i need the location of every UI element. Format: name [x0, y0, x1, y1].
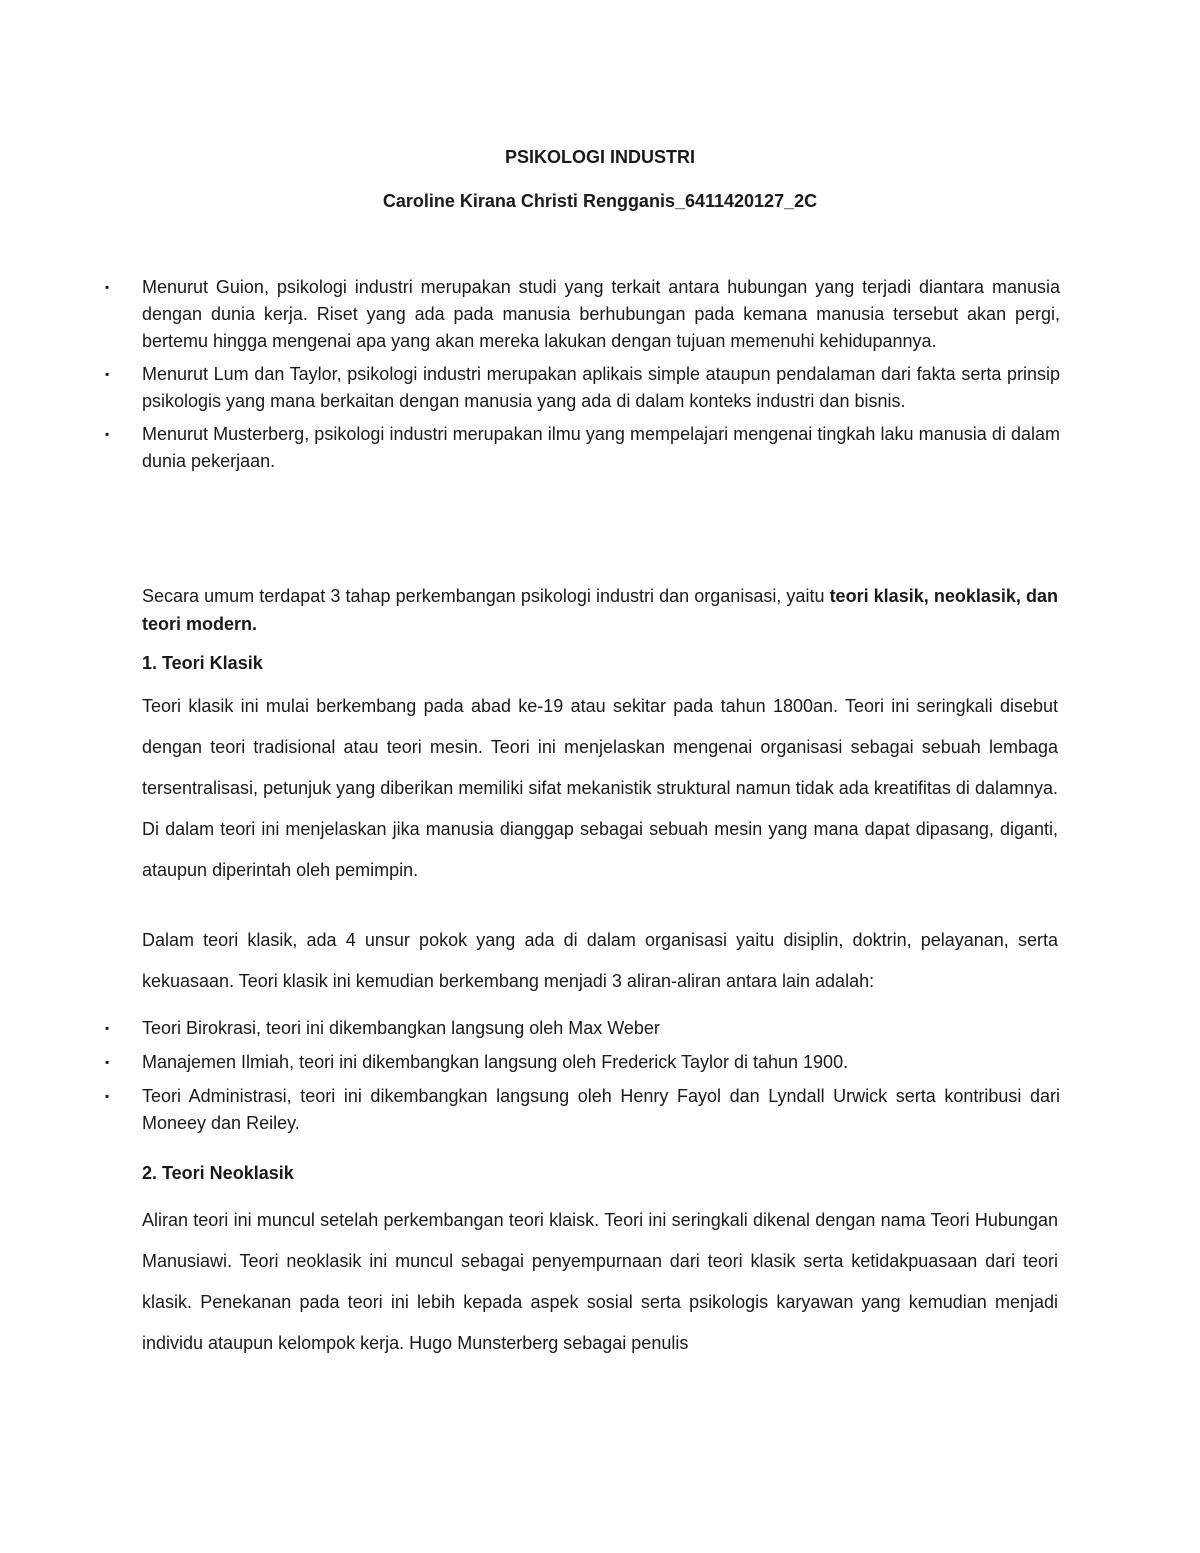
document-title: PSIKOLOGI INDUSTRI: [504, 147, 695, 167]
intro-text: Secara umum terdapat 3 tahap perkembangan psikologi industri dan organisasi, yaitu: [142, 586, 830, 606]
list-item: [100, 361, 1060, 415]
square-bullet-icon: ▪: [105, 280, 110, 294]
square-bullet-icon: ▪: [105, 1055, 110, 1069]
square-bullet-icon: ▪: [105, 1089, 110, 1103]
square-bullet-icon: ▪: [105, 1021, 110, 1035]
stream-text: Teori Administrasi, teori ini dikembangkan langsung oleh Henry Fayol dan Lyndall Urwick serta kontribusi dari Moneey dan Reiley.: [142, 1086, 1060, 1133]
unsur-pokok-paragraph: Dalam teori klasik, ada 4 unsur pokok yang ada di dalam organisasi yaitu disiplin, doktrin, pelayanan, serta kekuasaan. Teori klasik ini kemudian berkembang menjadi 3 aliran-aliran antara lain adalah:: [142, 930, 1058, 991]
author-line: Caroline Kirana Christi Rengganis_6411420127_2C: [382, 191, 818, 211]
stream-text: Manajemen Ilmiah, teori ini dikembangkan langsung oleh Frederick Taylor di tahun 1900.: [142, 1052, 849, 1072]
section-heading-teori-neoklasik: 2. Teori Neoklasik: [142, 1163, 294, 1183]
intro-bold-text: teori klasik, neoklasik, dan teori modern.: [142, 586, 1058, 634]
teori-neoklasik-paragraph: Aliran teori ini muncul setelah perkembangan teori klaisk. Teori ini seringkali dikenal dengan nama Teori Hubungan Manusiawi. Teori neoklasik ini muncul sebagai penyempurnaan dari teori klasik serta ketidakpuasaan dari teori klasik. Penekanan pada teori ini lebih kepada aspek sosial serta psikologis karyawan yang kemudian menjadi individu ataupun kelompok kerja. Hugo Munsterberg sebagai penulis: [142, 1210, 1058, 1353]
list-item: [100, 274, 1060, 355]
list-item: [100, 1049, 1060, 1076]
streams-list: [100, 1015, 1060, 1144]
definition-text: Menurut Guion, psikologi industri merupakan studi yang terkait antara hubungan yang terjadi diantara manusia dengan dunia kerja. Riset yang ada pada manusia berhubungan pada kemana manusia tersebut akan pergi, bertemu hingga mengenai apa yang akan mereka lakukan dengan tujuan memenuhi kehidupannya.: [142, 277, 1060, 351]
list-item: [100, 421, 1060, 475]
intro-paragraph: [142, 582, 1058, 638]
section-heading-teori-klasik: 1. Teori Klasik: [142, 653, 263, 673]
square-bullet-icon: ▪: [105, 427, 110, 441]
stream-text: Teori Birokrasi, teori ini dikembangkan langsung oleh Max Weber: [142, 1018, 660, 1038]
definition-text: Menurut Lum dan Taylor, psikologi industri merupakan aplikais simple ataupun pendalaman dari fakta serta prinsip psikologis yang mana berkaitan dengan manusia yang ada di dalam konteks industri dan bisnis.: [142, 364, 1060, 411]
definitions-list: [100, 274, 1060, 481]
teori-klasik-paragraph: Teori klasik ini mulai berkembang pada abad ke-19 atau sekitar pada tahun 1800an. Teori ini seringkali disebut dengan teori tradisional atau teori mesin. Teori ini menjelaskan mengenai organisasi sebagai sebuah lembaga tersentralisasi, petunjuk yang diberikan memiliki sifat mekanistik struktural namun tidak ada kreatifitas di dalamnya. Di dalam teori ini menjelaskan jika manusia dianggap sebagai sebuah mesin yang mana dapat dipasang, diganti, ataupun diperintah oleh pemimpin.: [142, 696, 1058, 880]
list-item: [100, 1083, 1060, 1137]
square-bullet-icon: ▪: [105, 367, 110, 381]
definition-text: Menurut Musterberg, psikologi industri merupakan ilmu yang mempelajari mengenai tingkah laku manusia di dalam dunia pekerjaan.: [142, 424, 1060, 471]
list-item: [100, 1015, 1060, 1042]
